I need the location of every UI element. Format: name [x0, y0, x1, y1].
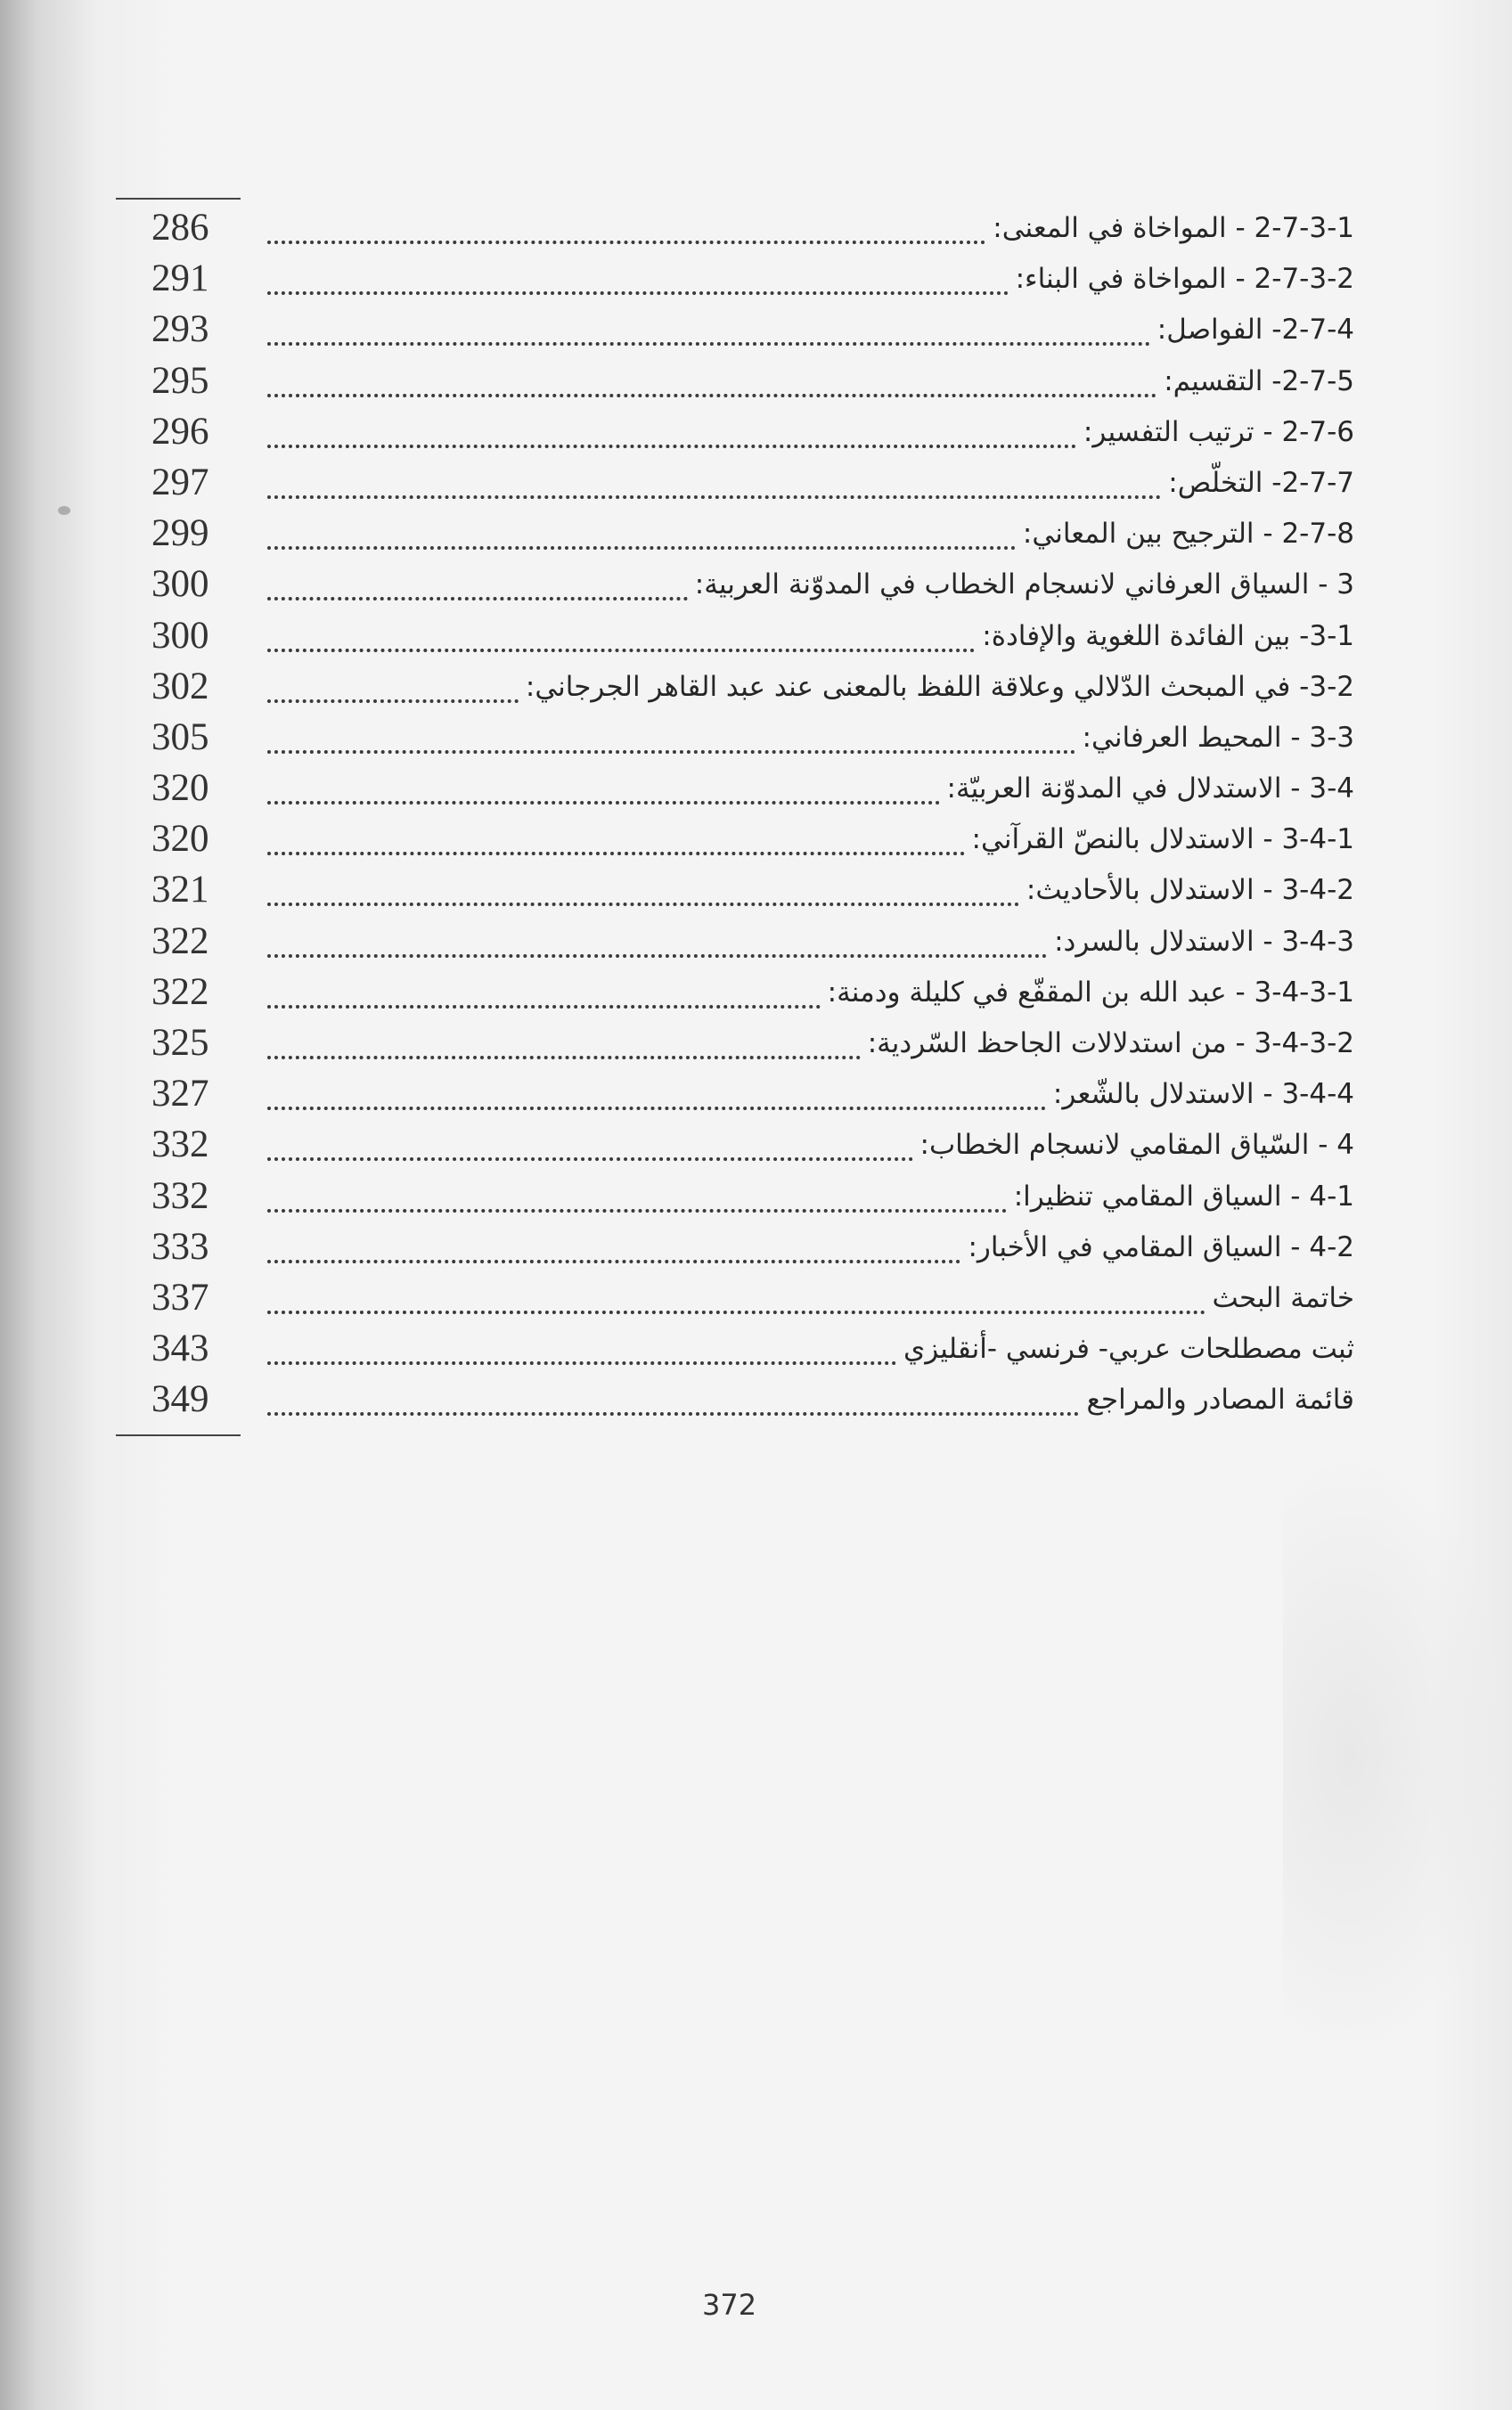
toc-dot-leader	[267, 1034, 861, 1059]
paper-speck	[58, 506, 70, 515]
toc-page-number: 295	[151, 359, 209, 402]
toc-entry-title: 3 - السياق العرفاني لانسجام الخطاب في المدوّنة العربية:	[694, 568, 1354, 601]
toc-row	[134, 558, 1354, 609]
toc-dot-leader	[267, 1340, 896, 1365]
toc-page-number: 325	[151, 1022, 209, 1064]
toc-row	[134, 507, 1354, 558]
toc-row	[134, 303, 1354, 354]
toc-entry-title: 2-7-8 - الترجيح بين المعاني:	[1022, 518, 1354, 551]
top-rule	[116, 198, 241, 200]
toc-dot-leader	[267, 1391, 1079, 1416]
toc-entry-title: 4 - السّياق المقامي لانسجام الخطاب:	[919, 1129, 1354, 1162]
toc-page-number: 299	[151, 512, 209, 555]
toc-dot-leader	[267, 474, 1161, 499]
toc-page-number: 321	[151, 869, 209, 911]
toc-dot-leader	[267, 881, 1019, 906]
toc-dot-leader	[267, 525, 1016, 550]
toc-page-number: 305	[151, 715, 209, 758]
toc-page-number: 297	[151, 461, 209, 503]
toc-row	[134, 1017, 1354, 1067]
toc-page-number: 332	[151, 1123, 209, 1166]
toc-row	[134, 1118, 1354, 1169]
toc-row	[134, 966, 1354, 1017]
toc-page-number: 322	[151, 970, 209, 1013]
table-of-contents	[134, 201, 1354, 1425]
toc-page-number: 296	[151, 410, 209, 453]
toc-entry-title: 2-7-3-1 - المواخاة في المعنى:	[993, 212, 1354, 244]
toc-entry-title: 4-2 - السياق المقامي في الأخبار:	[968, 1230, 1354, 1263]
toc-dot-leader	[267, 933, 1047, 958]
toc-dot-leader	[267, 270, 1009, 295]
toc-entry-title: 3-4-1 - الاستدلال بالنصّ القرآني:	[971, 823, 1354, 856]
toc-row	[134, 1221, 1354, 1271]
toc-page-number: 333	[151, 1225, 209, 1268]
toc-dot-leader	[267, 1188, 1007, 1213]
toc-page-number: 300	[151, 614, 209, 657]
toc-row	[134, 711, 1354, 762]
toc-dot-leader	[267, 372, 1156, 397]
toc-dot-leader	[267, 576, 688, 600]
toc-entry-title: 3-2- في المبحث الدّلالي وعلاقة اللفظ بالمعنى عند عبد القاهر الجرجاني:	[525, 670, 1354, 703]
toc-row	[134, 1170, 1354, 1221]
toc-page-number: 320	[151, 818, 209, 861]
toc-dot-leader	[267, 1085, 1046, 1110]
toc-dot-leader	[267, 678, 519, 703]
toc-page-number: 286	[151, 207, 209, 249]
bleed-through-shadow	[1283, 1443, 1506, 2067]
toc-row	[134, 1322, 1354, 1373]
toc-dot-leader	[267, 1238, 960, 1263]
toc-entry-title: 3-4-3-1 - عبد الله بن المقفّع في كليلة ودمنة:	[827, 976, 1354, 1009]
toc-dot-leader	[267, 219, 985, 244]
toc-dot-leader	[267, 984, 821, 1009]
toc-entry-title: قائمة المصادر والمراجع	[1086, 1384, 1354, 1417]
toc-page-number: 322	[151, 919, 209, 962]
toc-entry-title: 3-4 - الاستدلال في المدوّنة العربيّة:	[946, 772, 1354, 805]
bottom-rule	[116, 1434, 241, 1436]
toc-entry-title: 2-7-4- الفواصل:	[1156, 314, 1354, 347]
toc-dot-leader	[267, 1289, 1206, 1314]
toc-row	[134, 405, 1354, 456]
toc-dot-leader	[267, 321, 1150, 346]
toc-page-number: 337	[151, 1276, 209, 1319]
toc-page-number: 293	[151, 308, 209, 351]
toc-entry-title: 2-7-3-2 - المواخاة في البناء:	[1015, 263, 1354, 296]
toc-row	[134, 762, 1354, 813]
toc-entry-title: ثبت مصطلحات عربي- فرنسي -أنقليزي	[903, 1333, 1354, 1366]
toc-page-number: 291	[151, 257, 209, 300]
toc-page-number: 302	[151, 665, 209, 707]
toc-row	[134, 915, 1354, 966]
toc-entry-title: 3-4-4 - الاستدلال بالشّعر:	[1052, 1078, 1354, 1111]
toc-entry-title: 2-7-7- التخلّص:	[1168, 466, 1354, 499]
toc-dot-leader	[267, 830, 965, 855]
toc-entry-title: 2-7-6 - ترتيب التفسير:	[1083, 415, 1354, 448]
toc-entry-title: 2-7-5- التقسيم:	[1164, 364, 1354, 397]
toc-page-number: 327	[151, 1073, 209, 1115]
toc-page-number: 343	[151, 1328, 209, 1370]
toc-entry-title: 3-4-3 - الاستدلال بالسرد:	[1054, 925, 1354, 958]
toc-dot-leader	[267, 780, 940, 805]
toc-dot-leader	[267, 729, 1075, 754]
toc-page-number: 332	[151, 1174, 209, 1217]
toc-entry-title: 3-1- بين الفائدة اللغوية والإفادة:	[982, 619, 1354, 652]
toc-page-number: 320	[151, 767, 209, 810]
toc-row	[134, 863, 1354, 914]
toc-entry-title: 4-1 - السياق المقامي تنظيرا:	[1013, 1180, 1354, 1213]
toc-row	[134, 252, 1354, 303]
toc-page-number: 349	[151, 1378, 209, 1421]
toc-entry-title: 3-3 - المحيط العرفاني:	[1082, 721, 1354, 754]
toc-entry-title: خاتمة البحث	[1212, 1281, 1354, 1314]
toc-row	[134, 1373, 1354, 1424]
toc-row	[134, 1067, 1354, 1118]
toc-row	[134, 813, 1354, 863]
toc-entry-title: 3-4-2 - الاستدلال بالأحاديث:	[1026, 874, 1354, 907]
toc-dot-leader	[267, 423, 1076, 448]
toc-row	[134, 609, 1354, 660]
toc-row	[134, 1271, 1354, 1322]
toc-row	[134, 660, 1354, 711]
toc-row	[134, 355, 1354, 405]
toc-dot-leader	[267, 627, 975, 652]
page-footer-number: 372	[702, 2288, 757, 2322]
toc-row	[134, 201, 1354, 252]
toc-row	[134, 456, 1354, 507]
toc-dot-leader	[267, 1136, 913, 1161]
toc-entry-title: 3-4-3-2 - من استدلالات الجاحظ السّردية:	[867, 1027, 1354, 1059]
toc-page-number: 300	[151, 563, 209, 606]
